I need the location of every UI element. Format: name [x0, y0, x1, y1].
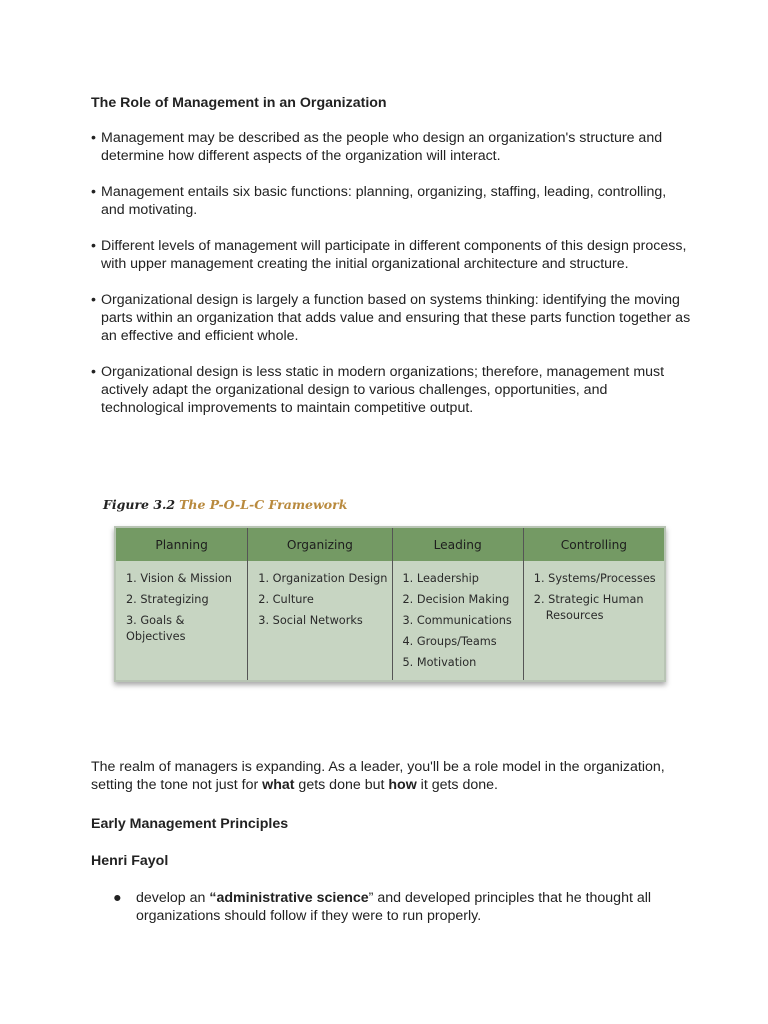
figure-title: The P-O-L-C Framework: [179, 497, 348, 512]
list-item: 1. Systems/Processes: [533, 572, 656, 585]
bullet-text: Organizational design is largely a function based on systems thinking: identifying the moving parts within an organization that adds value and ensuring that these parts function together as an effective and efficient whole.: [101, 292, 691, 344]
bullet-icon: •: [91, 130, 96, 146]
list-item: 3. Goals & Objectives: [126, 614, 186, 643]
list-item: [91, 129, 691, 165]
list-item: [91, 291, 691, 345]
list-item: [113, 889, 673, 925]
list-item: 5. Motivation: [402, 656, 477, 669]
list-item: [91, 237, 691, 273]
list-item: 1. Vision & Mission: [126, 572, 232, 585]
sub-bullet-list: [113, 889, 673, 925]
column-organizing: [248, 528, 392, 680]
page-heading: The Role of Management in an Organization: [91, 95, 387, 111]
column-header: Planning: [116, 528, 247, 561]
emphasis-what: what: [262, 777, 295, 793]
bullet-text: Management may be described as the people who design an organization's structure and determine how different aspects of the organization will interact.: [101, 130, 663, 164]
list-item: 4. Groups/Teams: [402, 635, 497, 648]
column-header: Organizing: [248, 528, 391, 561]
section-title: Early Management Principles: [91, 816, 289, 832]
polc-framework-table: [114, 526, 666, 682]
column-header: Controlling: [524, 528, 664, 561]
bullet-icon: •: [91, 364, 96, 380]
list-item: [91, 183, 691, 219]
figure-number: Figure 3.2: [103, 497, 176, 512]
column-planning: [116, 528, 248, 680]
bullet-text: Organizational design is less static in modern organizations; therefore, management must actively adapt the organizational design to various challenges, opportunities, and technological improvements to maintain competitive output.: [101, 364, 665, 416]
bullet-text: Different levels of management will participate in different components of this design process, with upper management creating the initial organizational architecture and structure.: [101, 238, 687, 272]
emphasis-how: how: [388, 777, 417, 793]
list-item: 1. Organization Design: [258, 572, 388, 585]
column-header: Leading: [393, 528, 523, 561]
column-controlling: [524, 528, 664, 680]
list-item: 2. Strategizing: [126, 593, 209, 606]
figure-caption: [103, 496, 347, 514]
paragraph-text: gets done but: [294, 777, 389, 793]
bullet-icon: •: [91, 238, 96, 254]
list-item: 2. Culture: [258, 593, 314, 606]
subsection-title: Henri Fayol: [91, 853, 169, 869]
bullet-icon: •: [91, 184, 96, 200]
body-paragraph: [91, 758, 691, 794]
bullet-text: develop an: [136, 890, 210, 906]
bullet-icon: •: [91, 292, 96, 308]
bullet-text: ” and developed principles that he thought all organizations should follow if they were to run properly.: [136, 890, 652, 924]
bullet-list: [91, 129, 691, 435]
paragraph-text: The realm of managers is expanding. As a leader, you'll be a role model in the organization, setting the tone not just for: [91, 759, 665, 793]
column-leading: [393, 528, 524, 680]
list-item: 2. Decision Making: [402, 593, 510, 606]
bullet-icon: ●: [113, 890, 122, 906]
list-item: 3. Communications: [402, 614, 512, 627]
list-item: 3. Social Networks: [258, 614, 363, 627]
emphasis-term: “administrative science: [209, 890, 369, 906]
list-item: 2. Strategic Human Resources: [533, 593, 644, 622]
list-item: [91, 363, 691, 417]
paragraph-text: it gets done.: [416, 777, 498, 793]
bullet-text: Management entails six basic functions: planning, organizing, staffing, leading, controlling, and motivating.: [101, 184, 667, 218]
list-item: 1. Leadership: [402, 572, 479, 585]
